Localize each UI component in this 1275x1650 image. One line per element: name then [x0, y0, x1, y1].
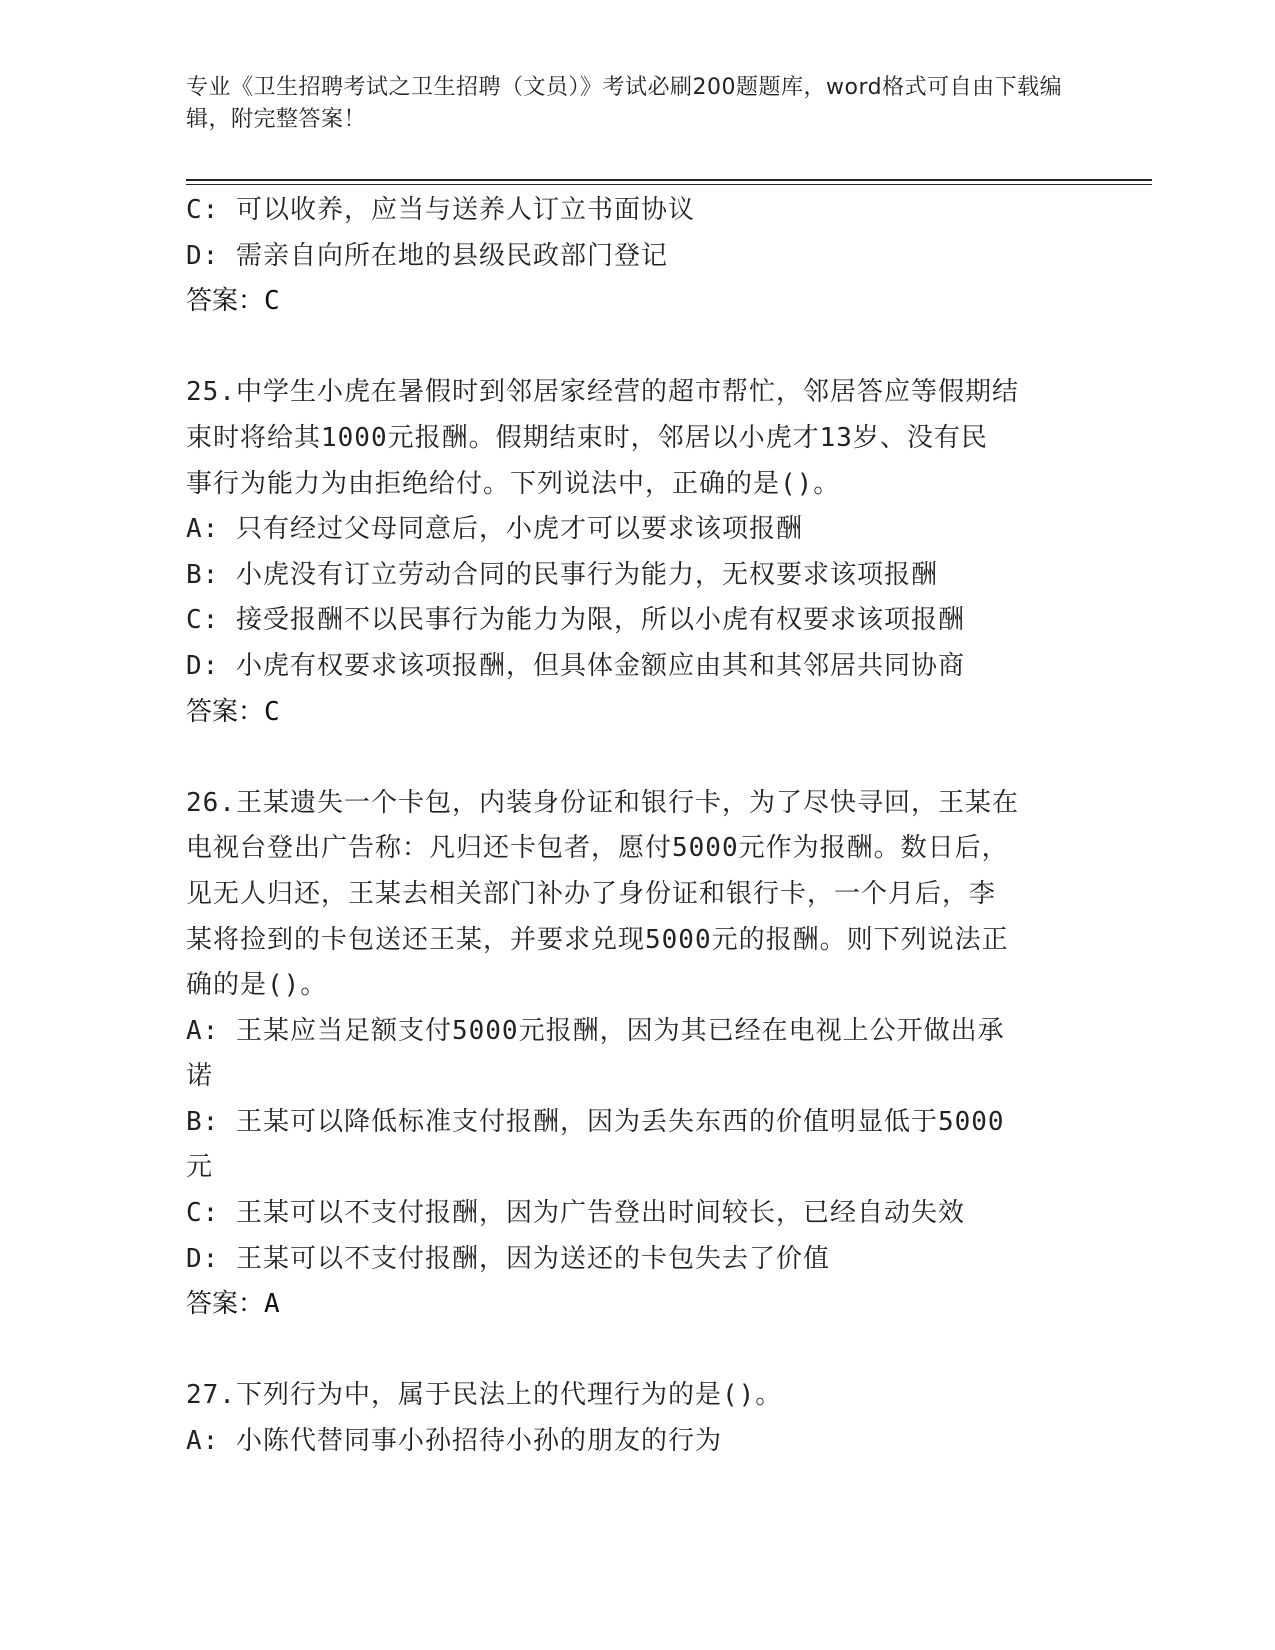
text-line: 束时将给其1000元报酬。假期结束时，邻居以小虎才13岁、没有民 [186, 422, 988, 453]
text-line: A: 小陈代替同事小孙招待小孙的朋友的行为 [186, 1426, 722, 1457]
text-line: C: 可以收养，应当与送养人订立书面协议 [186, 195, 695, 225]
text-line: A: 只有经过父母同意后，小虎才可以要求该项报酬 [186, 514, 803, 545]
answer-line: 答案：C [186, 696, 280, 727]
text-line: C: 王某可以不支付报酬，因为广告登出时间较长，已经自动失效 [186, 1198, 965, 1229]
paragraph-gap [186, 1328, 1086, 1374]
paragraph-gap [186, 735, 1086, 781]
text-line: 元 [186, 1152, 214, 1183]
text-line: D: 小虎有权要求该项报酬，但具体金额应由其和其邻居共同协商 [186, 650, 965, 681]
text-line: 26.王某遗失一个卡包，内装身份证和银行卡，为了尽快寻回，王某在 [186, 787, 1019, 818]
text-line: 确的是()。 [186, 970, 328, 1001]
answer-line: 答案：A [186, 1289, 280, 1320]
text-line: B: 王某可以降低标准支付报酬，因为丢失东西的价值明显低于5000 [186, 1106, 1005, 1137]
text-line: D: 需亲自向所在地的县级民政部门登记 [186, 240, 668, 271]
answer-line: 答案：C [186, 286, 280, 317]
header-divider-thin [186, 184, 1152, 185]
text-line: D: 王某可以不支付报酬，因为送还的卡包失去了价值 [186, 1243, 830, 1274]
paragraph-gap [186, 325, 1086, 371]
text-line: 见无人归还，王某去相关部门补办了身份证和银行卡，一个月后，李 [186, 878, 997, 909]
document-body [186, 188, 1086, 1465]
text-line: 事行为能力为由拒绝给付。下列说法中，正确的是()。 [186, 468, 841, 499]
text-line: 诺 [186, 1061, 214, 1092]
text-line: 电视台登出广告称：凡归还卡包者，愿付5000元作为报酬。数日后， [186, 833, 1009, 864]
text-line: C: 接受报酬不以民事行为能力为限，所以小虎有权要求该项报酬 [186, 605, 965, 636]
text-line: 25.中学生小虎在暑假时到邻居家经营的超市帮忙，邻居答应等假期结 [186, 377, 1019, 408]
text-line: 某将捡到的卡包送还王某，并要求兑现5000元的报酬。则下列说法正 [186, 924, 1009, 955]
document-header: 专业《卫生招聘考试之卫生招聘（文员）》考试必刷200题题库，word格式可自由下载编辑，附完整答案！ [186, 75, 1063, 132]
header-divider-thick [186, 179, 1152, 181]
text-line: B: 小虎没有订立劳动合同的民事行为能力，无权要求该项报酬 [186, 559, 938, 590]
text-line: A: 王某应当足额支付5000元报酬，因为其已经在电视上公开做出承 [186, 1015, 1005, 1046]
text-line: 27.下列行为中，属于民法上的代理行为的是()。 [186, 1380, 783, 1411]
